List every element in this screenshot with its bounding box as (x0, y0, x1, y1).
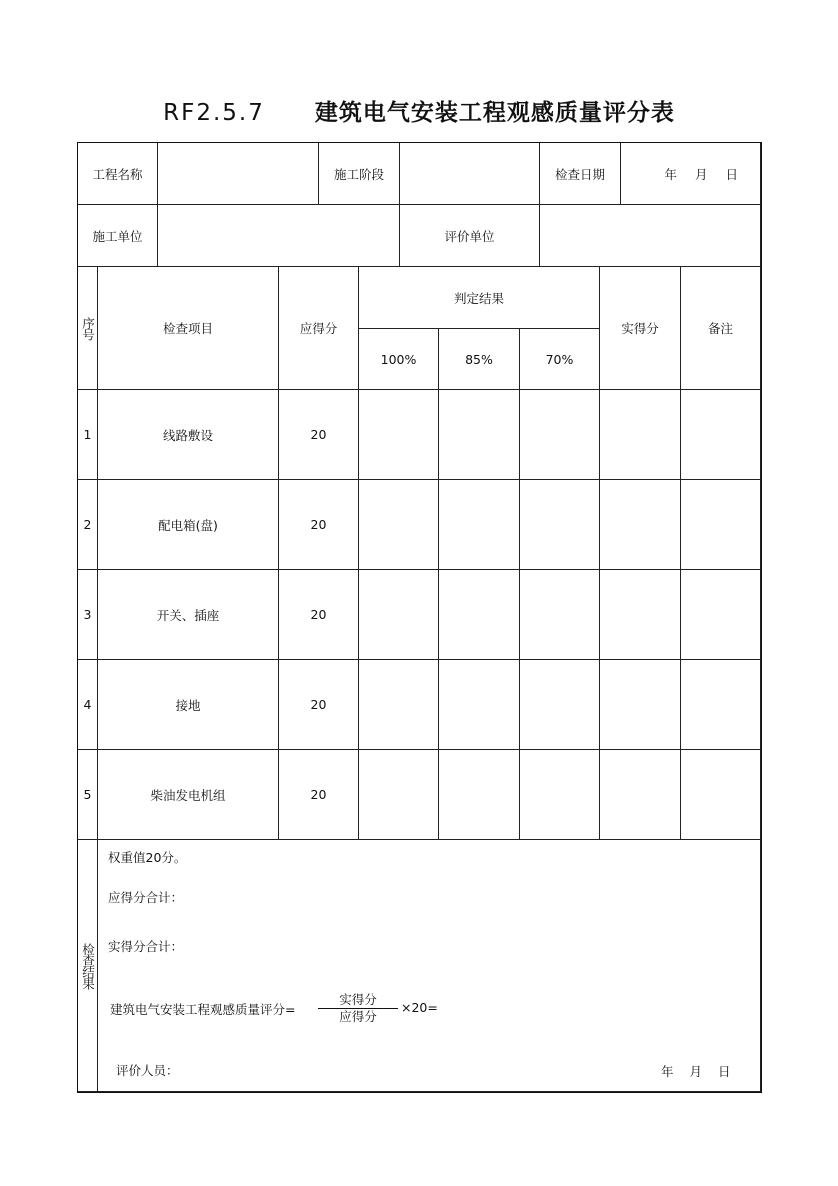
row-remark-cell[interactable] (680, 749, 761, 840)
row-level-cell[interactable] (438, 389, 520, 480)
row-due-score: 20 (278, 749, 359, 840)
header-level: 85% (438, 328, 520, 390)
formula-numerator: 实得分 (318, 992, 398, 1009)
row-item: 开关、插座 (97, 569, 279, 660)
header-seq: 序号 (77, 266, 98, 390)
row-level-cell[interactable] (519, 569, 600, 660)
row-actual-score-cell[interactable] (599, 389, 681, 480)
row-due-score: 20 (278, 659, 359, 750)
row-level-cell[interactable] (358, 479, 439, 570)
row-due-score: 20 (278, 569, 359, 660)
check-date-label: 检查日期 (539, 142, 621, 205)
row-seq: 1 (77, 389, 98, 480)
actual-total-label: 实得分合计： (108, 939, 184, 954)
row-item: 线路敷设 (97, 389, 279, 480)
row-level-cell[interactable] (358, 569, 439, 660)
evaluation-unit-label: 评价单位 (399, 204, 540, 267)
formula-suffix: ×20= (401, 1000, 438, 1015)
row-item: 接地 (97, 659, 279, 750)
due-total-label: 应得分合计： (108, 890, 184, 905)
weight-note: 权重值20分。 (108, 850, 187, 865)
header-actual-score: 实得分 (599, 266, 681, 390)
form-code: RF2.5.7 (163, 100, 265, 126)
row-actual-score-cell[interactable] (599, 659, 681, 750)
row-actual-score-cell[interactable] (599, 569, 681, 660)
row-level-cell[interactable] (519, 749, 600, 840)
evaluator-label: 评价人员： (116, 1063, 179, 1078)
formula-fraction (318, 992, 398, 1024)
evaluation-date: 年 月 日 (661, 1064, 731, 1079)
header-remark: 备注 (680, 266, 761, 390)
row-level-cell[interactable] (438, 569, 520, 660)
header-level: 70% (519, 328, 600, 390)
header-due-score: 应得分 (278, 266, 359, 390)
row-remark-cell[interactable] (680, 389, 761, 480)
project-name-field[interactable] (157, 142, 319, 205)
row-remark-cell[interactable] (680, 569, 761, 660)
result-area (97, 839, 761, 1092)
construction-unit-label: 施工单位 (77, 204, 158, 267)
row-level-cell[interactable] (358, 659, 439, 750)
row-level-cell[interactable] (519, 479, 600, 570)
row-due-score: 20 (278, 479, 359, 570)
row-level-cell[interactable] (438, 479, 520, 570)
evaluation-unit-field[interactable] (539, 204, 761, 267)
header-judgement: 判定结果 (358, 266, 600, 329)
row-actual-score-cell[interactable] (599, 479, 681, 570)
page-title (0, 94, 838, 127)
row-level-cell[interactable] (438, 749, 520, 840)
row-level-cell[interactable] (438, 659, 520, 750)
row-item: 柴油发电机组 (97, 749, 279, 840)
row-seq: 5 (77, 749, 98, 840)
row-seq: 2 (77, 479, 98, 570)
form-name: 建筑电气安装工程观感质量评分表 (314, 100, 675, 126)
header-item: 检查项目 (97, 266, 279, 390)
row-remark-cell[interactable] (680, 659, 761, 750)
row-remark-cell[interactable] (680, 479, 761, 570)
formula-denominator: 应得分 (339, 1009, 377, 1024)
header-level: 100% (358, 328, 439, 390)
row-seq: 4 (77, 659, 98, 750)
stage-label: 施工阶段 (318, 142, 400, 205)
row-item: 配电箱(盘) (97, 479, 279, 570)
row-due-score: 20 (278, 389, 359, 480)
project-name-label: 工程名称 (77, 142, 158, 205)
row-level-cell[interactable] (358, 749, 439, 840)
row-level-cell[interactable] (358, 389, 439, 480)
row-level-cell[interactable] (519, 659, 600, 750)
row-actual-score-cell[interactable] (599, 749, 681, 840)
row-level-cell[interactable] (519, 389, 600, 480)
row-seq: 3 (77, 569, 98, 660)
result-label: 检查结果 (77, 839, 98, 1092)
stage-field[interactable] (399, 142, 540, 205)
check-date-field[interactable]: 年 月 日 (620, 142, 761, 205)
formula-prefix: 建筑电气安装工程观感质量评分= (110, 1002, 296, 1017)
construction-unit-field[interactable] (157, 204, 400, 267)
